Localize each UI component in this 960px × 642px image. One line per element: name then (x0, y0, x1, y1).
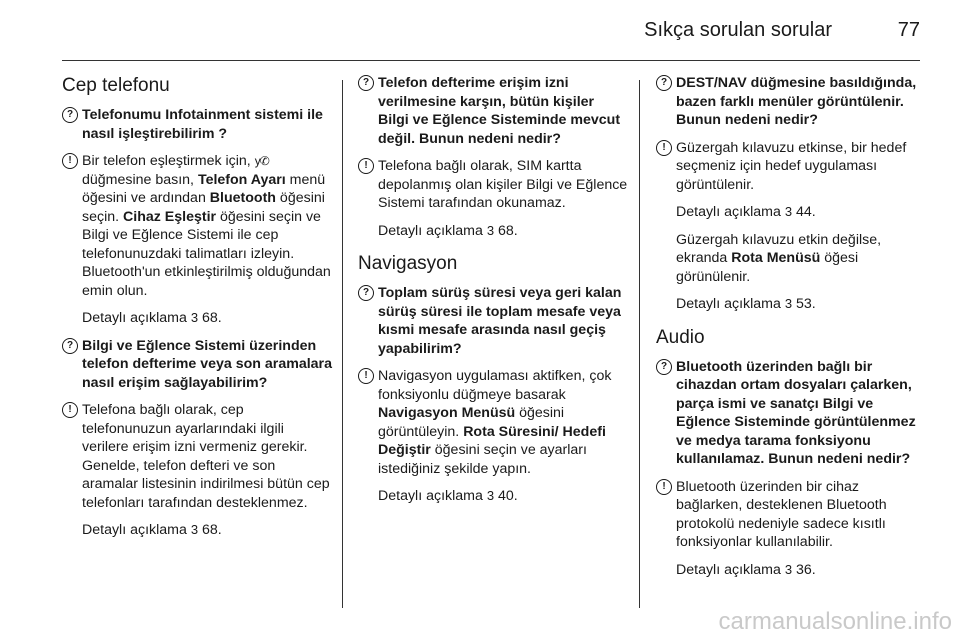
exclamation-icon: ! (62, 153, 78, 169)
question-text: Telefon defterime erişim izni verilmesine karşın, bütün kişiler Bilgi ve Eğlence Sisteminde mevcut değil. Bunun nedeni nedir? (378, 75, 621, 147)
column-1 (62, 74, 332, 549)
arrow-icon: 3 (190, 310, 199, 325)
detail-reference: Detaylı açıklama 3 53. (676, 296, 816, 312)
question-mark-icon: ? (62, 107, 78, 123)
question-item (358, 284, 628, 358)
answer-item (358, 367, 628, 478)
arrow-icon: 3 (486, 222, 495, 238)
answer-text: Güzergah kılavuzu etkinse, bir hedef seçmeniz için hedef uygulaması görüntülenir. (676, 139, 907, 193)
exclamation-icon: ! (62, 402, 78, 418)
question-item (358, 74, 628, 148)
arrow-icon: 3 (784, 204, 793, 219)
detail-reference: Detaylı açıklama 3 68. (378, 222, 518, 239)
phone-icon: y✆ (254, 154, 269, 168)
question-mark-icon: ? (358, 75, 374, 91)
answer-continuation: Güzergah kılavuzu etkin değilse, ekranda Rota Menüsü öğesi görünülenir. (676, 231, 882, 285)
question-mark-icon: ? (656, 75, 672, 91)
question-text: Toplam sürüş süresi veya geri kalan sürüş süresi ile toplam mesafe veya kısmi mesafe arasında nasıl geçiş yapabilirim? (378, 285, 622, 357)
column-divider (639, 80, 640, 608)
answer-text: Navigasyon uygulaması aktifken, çok fonksiyonlu düğmeye basarak Navigasyon Menüsü öğesini görüntüleyin. Rota Süresini/ Hedefi Değiştir öğesini seçin ve ayarları istediğiniz şekilde yapın. (378, 368, 612, 477)
answer-text: Telefona bağlı olarak, cep telefonunuzun ayarlarındaki ilgili verilere erişim izni vermeniz gerekir. Genelde, telefon defteri ve son aramalar listesinin indirilmesi bütün cep telefonları tarafından desteklenmez. (82, 402, 330, 511)
question-mark-icon: ? (358, 285, 374, 301)
section-heading-phone: Cep telefonu (62, 75, 170, 96)
question-mark-icon: ? (62, 338, 78, 354)
answer-item (358, 157, 628, 213)
question-item (656, 74, 926, 130)
question-mark-icon: ? (656, 359, 672, 375)
column-3 (656, 74, 926, 588)
question-text: Bluetooth üzerinden bağlı bir cihazdan ortam dosyaları çalarken, parça ismi ve sanatçı Bilgi ve Eğlence Sisteminde görüntülenmez ve medya tarama fonksiyonu kullanılamaz. Bunun nedeni nedir? (676, 358, 916, 467)
exclamation-icon: ! (656, 140, 672, 156)
section-heading-audio: Audio (656, 326, 705, 348)
question-text: Telefonumu Infotainment sistemi ile nasıl işleştirebilirim ? (82, 107, 323, 142)
detail-reference: Detaylı açıklama 3 40. (378, 488, 518, 504)
exclamation-icon: ! (358, 158, 374, 174)
answer-item (62, 152, 332, 300)
arrow-icon: 3 (486, 488, 495, 503)
answer-item (62, 401, 332, 512)
page-title: Sıkça sorulan sorular (644, 19, 832, 41)
question-text: Bilgi ve Eğlence Sistemi üzerinden telefon defterime veya son aramalara nasıl erişim sağlayabilirim? (82, 337, 332, 391)
exclamation-icon: ! (656, 479, 672, 495)
section-heading-navigation: Navigasyon (358, 253, 458, 274)
detail-reference: Detaylı açıklama 3 68. (82, 522, 222, 538)
detail-reference: Detaylı açıklama 3 68. (82, 310, 222, 326)
page-header (62, 0, 920, 61)
page-number: 77 (897, 19, 920, 41)
exclamation-icon: ! (358, 368, 374, 384)
answer-item (656, 139, 926, 195)
answer-text: Telefona bağlı olarak, SIM kartta depolanmış olan kişiler Bilgi ve Eğlence Sistemi tarafından okunamaz. (378, 158, 628, 211)
arrow-icon: 3 (784, 296, 793, 311)
arrow-icon: 3 (784, 561, 793, 577)
arrow-icon: 3 (190, 522, 199, 537)
detail-reference: Detaylı açıklama 3 44. (676, 204, 816, 220)
detail-reference: Detaylı açıklama 3 36. (676, 561, 816, 578)
answer-text: Bluetooth üzerinden bir cihaz bağlarken, desteklenen Bluetooth protokolü nedeniyle sadece kısıtlı fonksiyonlar kullanılabilir. (676, 478, 887, 550)
watermark: carmanualsonline.info (718, 608, 952, 635)
answer-item (656, 478, 926, 552)
question-item (656, 358, 926, 469)
question-text: DEST/NAV düğmesine basıldığında, bazen farklı menüler görüntülenir. Bunun nedeni nedir? (676, 75, 917, 128)
column-2 (358, 74, 628, 515)
question-item (62, 337, 332, 393)
question-item (62, 106, 332, 143)
answer-text: Bir telefon eşleştirmek için, y✆ düğmesine basın, Telefon Ayarı menü öğesini ve ardından Bluetooth öğesini seçin. Cihaz Eşleştir öğesini seçin ve Bilgi ve Eğlence Sistemi ile cep telefonunuzdaki talimatları izleyin. Bluetooth'un etkinleştirilmiş olduğundan emin olun. (82, 153, 331, 299)
column-divider (342, 80, 343, 608)
